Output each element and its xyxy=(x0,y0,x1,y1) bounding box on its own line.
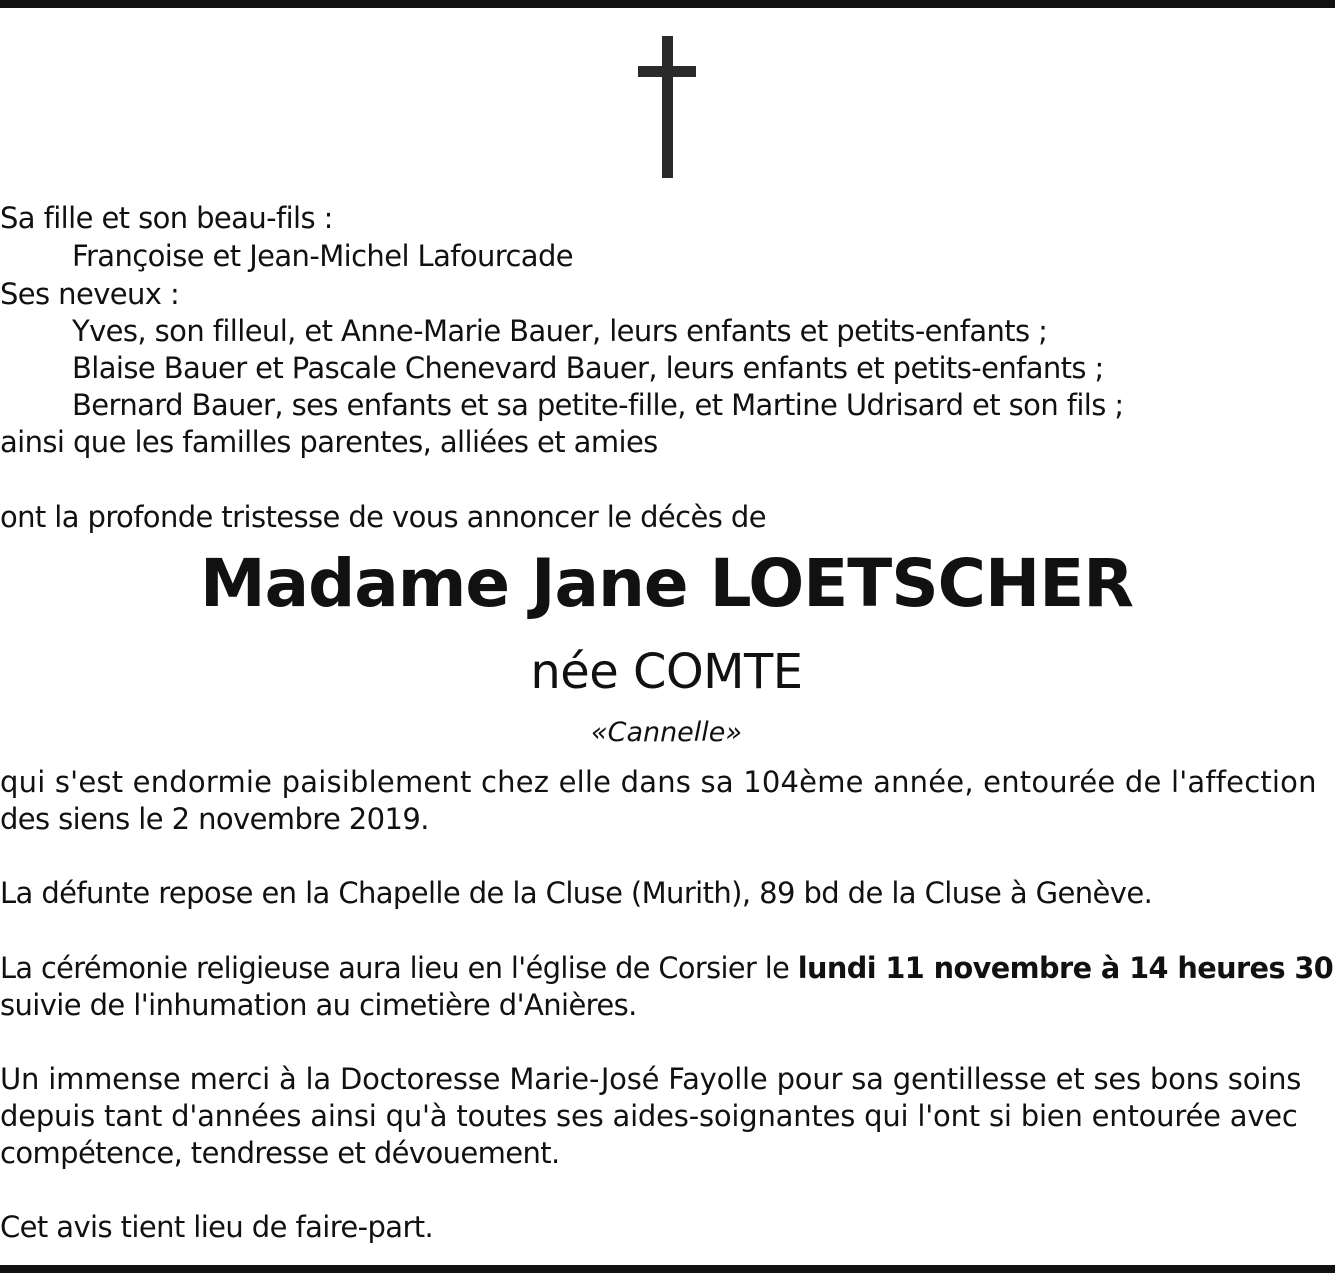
nephews-heading: Ses neveux : xyxy=(0,277,180,311)
nephew-line: Blaise Bauer et Pascale Chenevard Bauer, leurs enfants et petits-enfants ; xyxy=(72,351,1104,385)
deceased-name: Madame Jane LOETSCHER xyxy=(200,545,1133,622)
announcement-text: ont la profonde tristesse de vous annoncer le décès de xyxy=(0,500,766,534)
footer-note: Cet avis tient lieu de faire-part. xyxy=(0,1210,434,1244)
repose-text: La défunte repose en la Chapelle de la Cluse (Murith), 89 bd de la Cluse à Genève. xyxy=(0,876,1153,910)
ceremony-intro: La cérémonie religieuse aura lieu en l'église de Corsier le xyxy=(0,951,798,985)
daughter-names: Françoise et Jean-Michel Lafourcade xyxy=(72,239,574,273)
nephew-line: Bernard Bauer, ses enfants et sa petite-fille, et Martine Udrisard et son fils ; xyxy=(72,388,1124,422)
top-border-rule xyxy=(0,0,1335,8)
bottom-border-rule xyxy=(0,1265,1335,1273)
maiden-name: née COMTE xyxy=(530,644,803,700)
nephew-line: Yves, son filleul, et Anne-Marie Bauer, leurs enfants et petits-enfants ; xyxy=(72,314,1048,348)
daughter-heading: Sa fille et son beau-fils : xyxy=(0,201,333,235)
death-text-line: des siens le 2 novembre 2019. xyxy=(0,802,429,836)
thanks-line: Un immense merci à la Doctoresse Marie-José Fayolle pour sa gentillesse et ses bons soins xyxy=(0,1062,1302,1096)
thanks-line: compétence, tendresse et dévouement. xyxy=(0,1136,560,1170)
ceremony-datetime: lundi 11 novembre à 14 heures 30 xyxy=(797,951,1334,985)
family-closing: ainsi que les familles parentes, alliées et amies xyxy=(0,425,658,459)
death-text-line: qui s'est endormie paisiblement chez elle dans sa 104ème année, entourée de l'affection xyxy=(0,765,1317,799)
cross-icon xyxy=(638,36,696,178)
nickname: «Cannelle» xyxy=(591,717,742,748)
thanks-line: depuis tant d'années ainsi qu'à toutes ses aides-soignantes qui l'ont si bien entourée avec xyxy=(0,1099,1298,1133)
ceremony-followup: suivie de l'inhumation au cimetière d'Anières. xyxy=(0,988,637,1022)
ceremony-line xyxy=(0,949,1333,987)
